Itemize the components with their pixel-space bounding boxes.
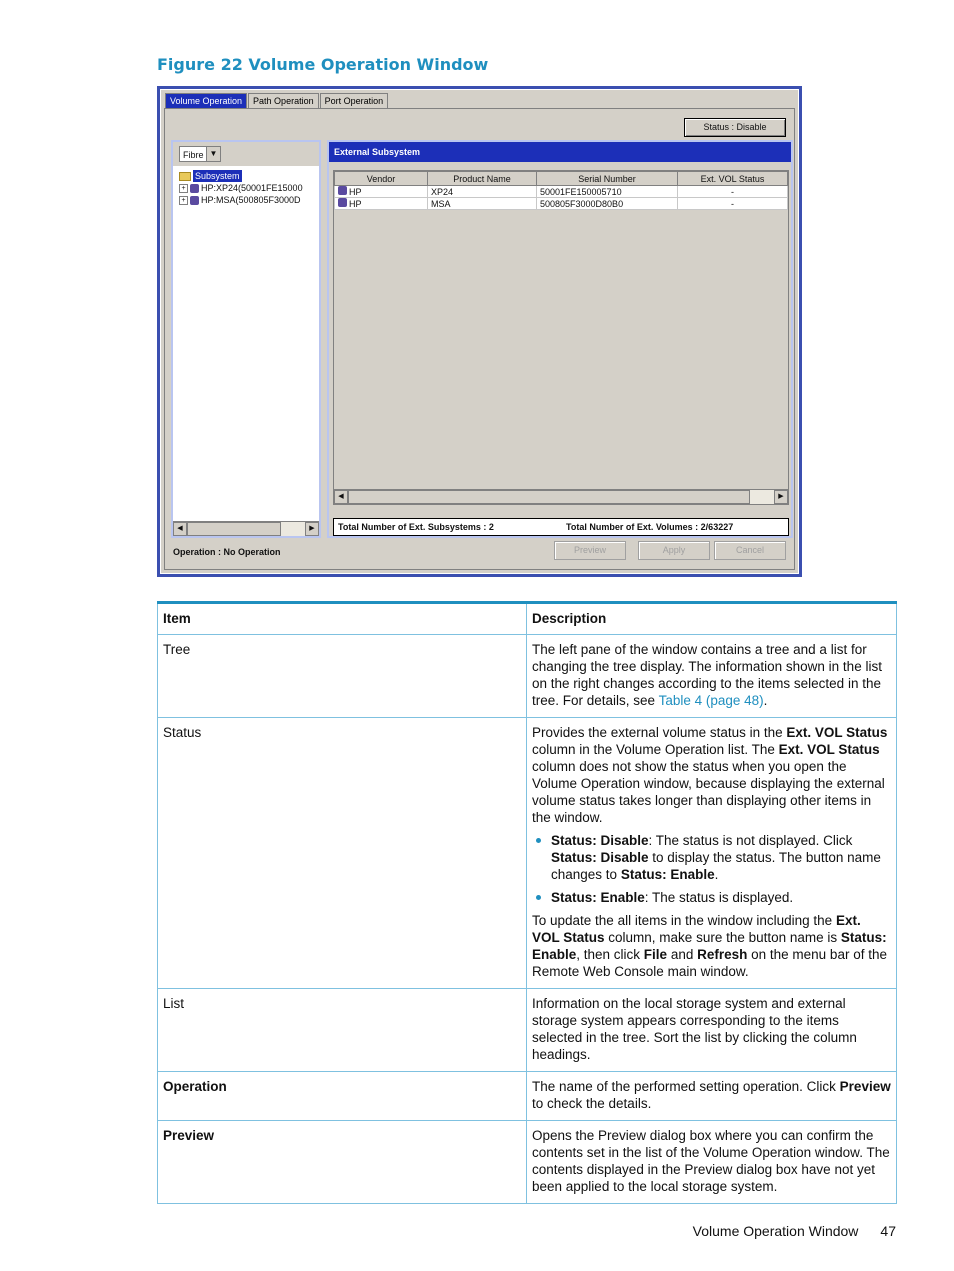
text: to display the status. The button name changes to [551, 850, 881, 882]
tree-node-label: HP:MSA(500805F3000D [201, 195, 301, 205]
description-cell [527, 1072, 897, 1121]
table-row [158, 989, 897, 1072]
serial-cell: 500805F3000D80B0 [537, 198, 678, 210]
product-cell: MSA [428, 198, 537, 210]
text: column, make sure the button name is [604, 930, 841, 945]
scroll-right-icon[interactable]: ▶ [305, 522, 319, 536]
vendor-text: HP [349, 199, 362, 209]
vendor-cell [335, 186, 428, 198]
tree-node-label: HP:XP24(50001FE15000 [201, 183, 303, 193]
expand-icon[interactable]: + [179, 184, 188, 193]
chevron-down-icon[interactable]: ▼ [206, 147, 220, 161]
text: column does not show the status when you open the Volume Operation window, because displaying the external volume status takes longer than displaying other items in the window. [532, 759, 885, 825]
status-cell: - [678, 186, 788, 198]
scroll-thumb[interactable] [187, 522, 281, 536]
product-cell: XP24 [428, 186, 537, 198]
tab-panel [164, 108, 795, 570]
tab-path-operation[interactable]: Path Operation [248, 93, 319, 109]
description-cell: Information on the local storage system and external storage system appears corresponding to the items selected in the tree. Sort the list by clicking the column headings. [527, 989, 897, 1072]
filter-select-value: Fibre [183, 150, 204, 160]
apply-button[interactable]: Apply [638, 541, 710, 560]
item-cell: Operation [158, 1072, 527, 1121]
status-cell: - [678, 198, 788, 210]
scroll-left-icon[interactable]: ◀ [173, 522, 187, 536]
tree [179, 170, 303, 206]
table-row [158, 1121, 897, 1204]
column-header-product-name[interactable]: Product Name [428, 172, 537, 186]
text: The name of the performed setting operation. Click [532, 1079, 840, 1094]
column-header-serial-number[interactable]: Serial Number [537, 172, 678, 186]
bullet-list [532, 832, 891, 906]
page-number: 47 [880, 1223, 896, 1239]
scroll-left-icon[interactable]: ◀ [334, 490, 348, 504]
preview-button[interactable]: Preview [554, 541, 626, 560]
text: Provides the external volume status in the [532, 725, 787, 740]
text: . [763, 693, 768, 708]
operation-label: Operation : No Operation [173, 547, 281, 557]
list-table [334, 171, 788, 210]
header-item: Item [158, 603, 527, 635]
bold-text: Ext. VOL Status [786, 725, 888, 740]
list-item [551, 832, 891, 883]
item-cell: Tree [158, 635, 527, 718]
table-row[interactable] [335, 198, 788, 210]
text: To update the all items in the window including the [532, 913, 836, 928]
expand-icon[interactable]: + [179, 196, 188, 205]
text: to check the details. [532, 1096, 652, 1111]
tree-horizontal-scrollbar[interactable] [173, 521, 319, 536]
tree-node[interactable] [179, 182, 303, 194]
table-link[interactable]: Table 4 (page 48) [658, 693, 764, 708]
text: on the menu bar of the Remote Web Console main window. [532, 947, 887, 979]
folder-icon [179, 172, 191, 181]
header-description: Description [527, 603, 897, 635]
storage-icon [190, 196, 199, 205]
tree-node[interactable] [179, 194, 303, 206]
tab-port-operation[interactable]: Port Operation [320, 93, 389, 109]
bold-text: Ext. VOL Status [532, 913, 861, 945]
cancel-button[interactable]: Cancel [714, 541, 786, 560]
list-item [551, 889, 891, 906]
list-pane [327, 140, 793, 538]
column-header-vendor[interactable]: Vendor [335, 172, 428, 186]
tree-root[interactable] [179, 170, 303, 182]
text: column in the Volume Operation list. The [532, 742, 779, 757]
bold-text: Refresh [697, 947, 748, 962]
bold-text: Status: Disable [551, 850, 649, 865]
vendor-cell [335, 198, 428, 210]
list-header: External Subsystem [329, 142, 791, 162]
description-cell [527, 718, 897, 989]
volume-operation-window [157, 86, 802, 577]
table-row[interactable] [335, 186, 788, 198]
vendor-text: HP [349, 187, 362, 197]
bold-text: Status: Enable [532, 930, 887, 962]
scroll-thumb[interactable] [348, 490, 750, 504]
item-cell: List [158, 989, 527, 1072]
tree-root-label: Subsystem [195, 171, 240, 181]
totals-bar [333, 518, 789, 536]
column-header-ext-vol-status[interactable]: Ext. VOL Status [678, 172, 788, 186]
window-body [160, 89, 799, 574]
external-subsystem-list [333, 170, 789, 505]
item-cell: Preview [158, 1121, 527, 1204]
status-button[interactable]: Status : Disable [684, 118, 786, 137]
bold-text: Status: Disable [551, 833, 649, 848]
description-cell [527, 635, 897, 718]
total-subsystems: Total Number of Ext. Subsystems : 2 [338, 522, 494, 532]
scroll-right-icon[interactable]: ▶ [774, 490, 788, 504]
table-row [158, 718, 897, 989]
storage-icon [338, 186, 347, 195]
description-table [157, 601, 897, 1204]
tab-volume-operation[interactable]: Volume Operation [165, 93, 247, 109]
text: : The status is displayed. [644, 890, 794, 905]
paragraph [532, 912, 891, 980]
text: and [667, 947, 698, 962]
footer-section: Volume Operation Window [692, 1223, 859, 1239]
text: The left pane of the window contains a tree and a list for changing the tree display. The information shown in the list on the right changes according to the items selected in the tree. For details, see [532, 642, 882, 708]
list-horizontal-scrollbar[interactable] [334, 489, 788, 504]
figure-title: Figure 22 Volume Operation Window [157, 55, 489, 74]
text: , then click [576, 947, 644, 962]
tree-pane [171, 140, 321, 538]
serial-cell: 50001FE150005710 [537, 186, 678, 198]
table-row [158, 1072, 897, 1121]
text: : The status is not displayed. Click [648, 833, 853, 848]
table-row [158, 635, 897, 718]
filter-select[interactable] [179, 146, 221, 162]
storage-icon [338, 198, 347, 207]
total-volumes: Total Number of Ext. Volumes : 2/63227 [566, 522, 734, 532]
tree-toolbar [173, 142, 319, 166]
text: . [714, 867, 719, 882]
item-cell: Status [158, 718, 527, 989]
bold-text: File [643, 947, 668, 962]
bold-text: Preview [839, 1079, 891, 1094]
bold-text: Status: Enable [620, 867, 715, 882]
page-footer [693, 1223, 896, 1239]
tab-bar [165, 93, 389, 109]
storage-icon [190, 184, 199, 193]
paragraph [532, 724, 891, 826]
bold-text: Ext. VOL Status [778, 742, 880, 757]
bold-text: Status: Enable [551, 890, 645, 905]
description-cell: Opens the Preview dialog box where you can confirm the contents set in the list of the Volume Operation window. The contents displayed in the Preview dialog box have not yet been applied to the local storage system. [527, 1121, 897, 1204]
